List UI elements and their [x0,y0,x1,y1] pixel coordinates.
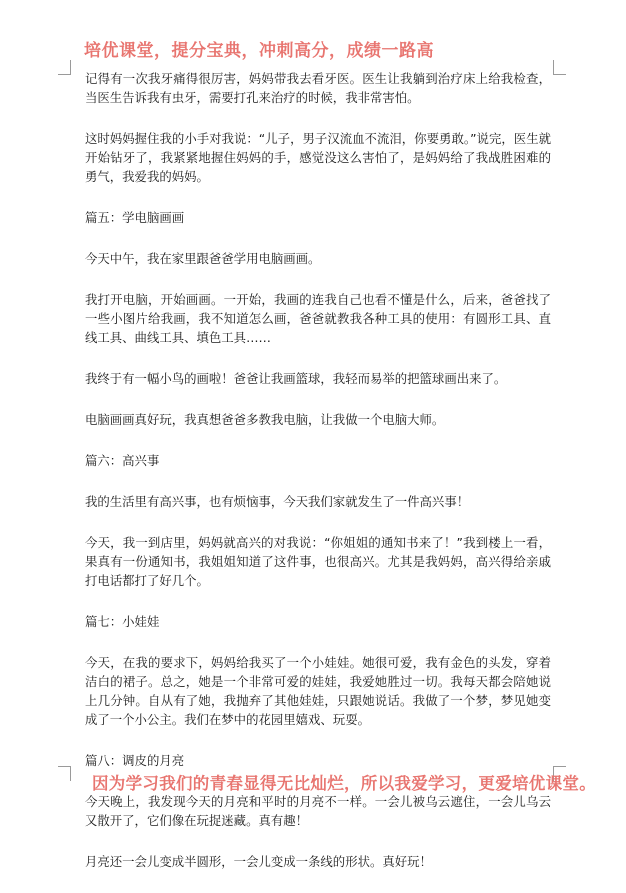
crop-mark-top-left [58,60,71,75]
section-heading: 篇七：小娃娃 [85,614,160,629]
paragraph: 今天中午，我在家里跟爸爸学用电脑画画。 [85,251,321,266]
paragraph: 今天，在我的要求下，妈妈给我买了一个小娃娃。她很可爱，我有金色的头发，穿着洁白的裙子。总之，她是一个非常可爱的娃娃，我爱她胜过一切。我每天都会陪她说上几分钟。自从有了她，我抛弃了其他娃娃，只跟她说话。我做了一个梦，梦见她变成了一个小公主。我们在梦中的花园里嬉戏、玩耍。 [85,655,551,727]
paragraph: 这时妈妈握住我的小手对我说：“儿子，男子汉流血不流泪，你要勇敢。”说完，医生就开始钻牙了，我紧紧地握住妈妈的手，感觉没这么害怕了，是妈妈给了我战胜困难的勇气，我爱我的妈妈。 [85,131,551,184]
section-heading: 篇五：学电脑画画 [85,210,185,225]
paragraph: 我的生活里有高兴事，也有烦恼事，今天我们家就发生了一件高兴事！ [85,494,470,509]
paragraph: 我打开电脑，开始画画。一开始，我画的连我自己也看不懂是什么，后来，爸爸找了一些小图片给我画，我不知道怎么画，爸爸就教我各种工具的使用：有圆形工具、直线工具、曲线工具、填色工具…… [85,292,551,345]
footer-banner: 因为学习我们的青春显得无比灿烂，所以我爱学习，更爱培优课堂。 [92,774,596,793]
paragraph: 月亮还一会儿变成半圆形，一会儿变成一条线的形状。真好玩！ [85,854,432,869]
section-heading: 篇六：高兴事 [85,453,160,468]
paragraph: 今天，我一到店里，妈妈就高兴的对我说：“你姐姐的通知书来了！”我到楼上一看，果真有一份通知书，我姐姐知道了这件事，也很高兴。尤其是我妈妈，高兴得给亲戚打电话都打了好几个。 [85,535,551,588]
paragraph: 今天晚上，我发现今天的月亮和平时的月亮不一样。一会儿被乌云遮住，一会儿乌云又散开了，它们像在玩捉迷藏。真有趣！ [85,794,551,828]
paragraph: 电脑画画真好玩，我真想爸爸多教我电脑，让我做一个电脑大师。 [85,412,445,427]
section-heading: 篇八：调皮的月亮 [85,753,185,768]
crop-mark-top-right [553,60,566,75]
header-banner: 培优课堂，提分宝典，冲刺高分，成绩一路高 [84,41,434,61]
crop-mark-bottom-left [58,766,71,781]
paragraph: 我终于有一幅小鸟的画啦！爸爸让我画篮球，我轻而易举的把篮球画出来了。 [85,371,507,386]
paragraph: 记得有一次我牙痛得很厉害，妈妈带我去看牙医。医生让我躺到治疗床上给我检查，当医生告诉我有虫牙，需要打孔来治疗的时候，我非常害怕。 [85,71,551,105]
